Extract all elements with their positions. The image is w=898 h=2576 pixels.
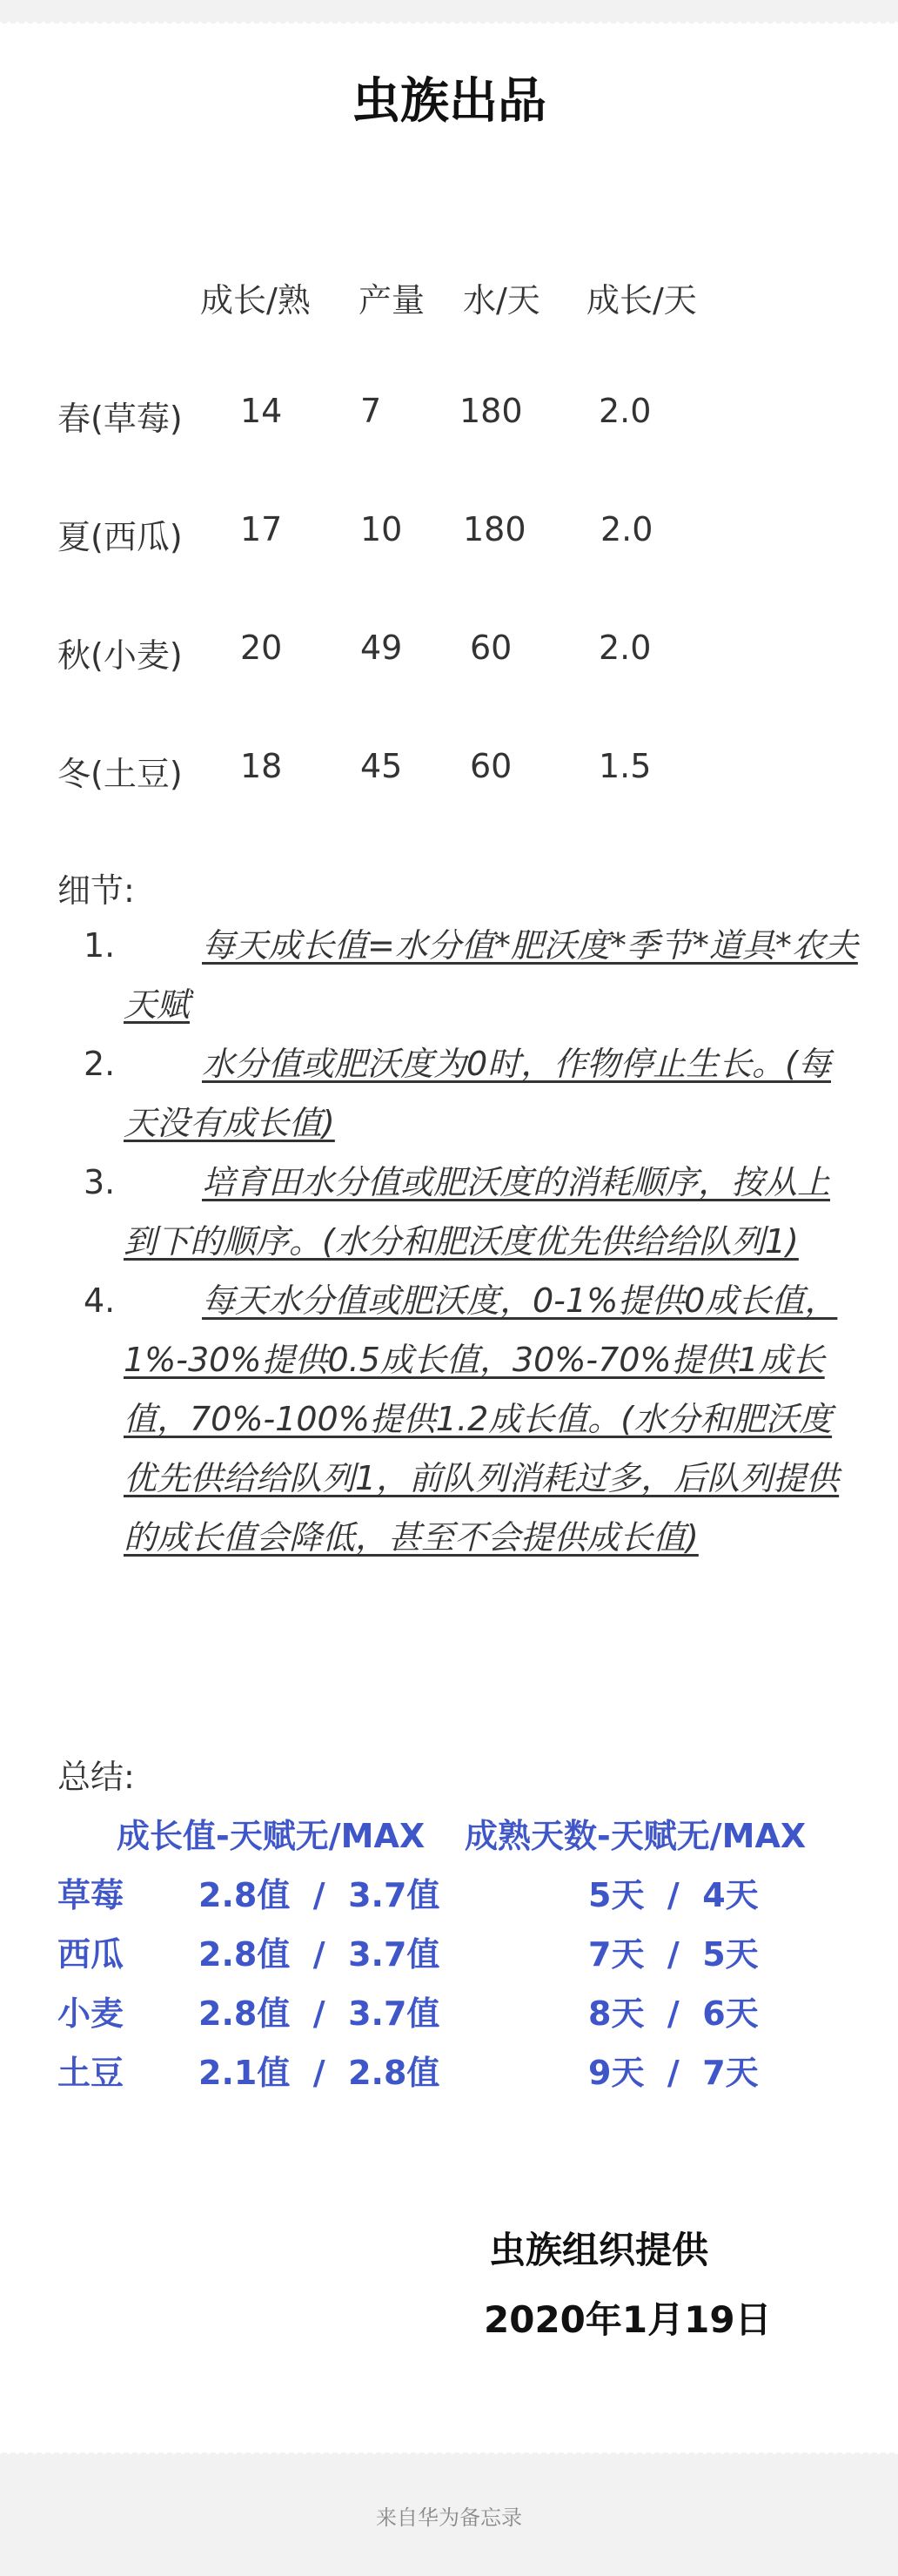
details-list bbox=[57, 916, 858, 1567]
table-cell-growth: 17 bbox=[240, 510, 283, 548]
torn-edge-top bbox=[0, 19, 898, 28]
item-number: 4. bbox=[84, 1281, 116, 1320]
summary-growth: 2.1值 / 2.8值 bbox=[198, 2054, 440, 2092]
table-cell-water: 180 bbox=[459, 392, 523, 430]
summary-growth: 2.8值 / 3.7值 bbox=[198, 1935, 440, 1974]
summary-header-days: 成熟天数-天赋无/MAX bbox=[465, 1817, 807, 1855]
table-row-name: 春(草莓) bbox=[57, 400, 183, 438]
item-text: 水分值或肥沃度为0时，作物停止生长。(每天没有成长值) bbox=[124, 1045, 832, 1142]
table-cell-growth: 18 bbox=[240, 747, 283, 785]
summary-growth: 2.8值 / 3.7值 bbox=[198, 1994, 440, 2033]
summary-days: 5天 / 4天 bbox=[588, 1876, 759, 1914]
col-header-rate: 成长/天 bbox=[586, 281, 697, 319]
footer-source: 来自华为备忘录 bbox=[376, 2505, 522, 2530]
item-number: 1. bbox=[84, 926, 116, 965]
table-cell-yield: 45 bbox=[360, 747, 403, 785]
details-label: 细节: bbox=[57, 871, 135, 910]
table-cell-water: 60 bbox=[470, 629, 513, 667]
page-title: 虫族出品 bbox=[352, 73, 546, 130]
col-header-water: 水/天 bbox=[463, 281, 540, 319]
summary-days: 8天 / 6天 bbox=[588, 1994, 759, 2033]
summary-days: 9天 / 7天 bbox=[588, 2054, 759, 2092]
table-cell-water: 60 bbox=[470, 747, 513, 785]
top-frame bbox=[0, 0, 898, 21]
summary-crop: 西瓜 bbox=[57, 1935, 124, 1974]
summary-crop: 小麦 bbox=[57, 1994, 124, 2033]
summary-header-growth: 成长值-天赋无/MAX bbox=[117, 1817, 426, 1855]
item-text: 每天水分值或肥沃度，0-1%提供0成长值，1%-30%提供0.5成长值，30%-70%提供1成长值，70%-100%提供1.2成长值。(水分和肥沃度优先供给给队列1，前队列消耗过多，后队列提供的成长值会降低，甚至不会提供成长值) bbox=[124, 1281, 840, 1557]
signature-date: 2020年1月19日 bbox=[484, 2298, 772, 2341]
summary-growth: 2.8值 / 3.7值 bbox=[198, 1876, 440, 1914]
signature-org: 虫族组织提供 bbox=[489, 2229, 709, 2271]
list-item bbox=[57, 1153, 858, 1271]
table-row-name: 秋(小麦) bbox=[57, 636, 183, 675]
table-cell-rate: 2.0 bbox=[599, 629, 652, 667]
item-number: 2. bbox=[84, 1045, 116, 1083]
summary-label: 总结: bbox=[57, 1758, 135, 1796]
summary-crop: 草莓 bbox=[57, 1876, 124, 1914]
list-item bbox=[57, 916, 858, 1034]
table-cell-growth: 20 bbox=[240, 629, 283, 667]
table-cell-rate: 1.5 bbox=[599, 747, 652, 785]
table-cell-growth: 14 bbox=[240, 392, 283, 430]
list-item bbox=[57, 1034, 858, 1153]
item-number: 3. bbox=[84, 1163, 116, 1201]
col-header-growth: 成长/熟 bbox=[200, 281, 311, 319]
table-cell-rate: 2.0 bbox=[599, 392, 652, 430]
table-cell-yield: 7 bbox=[360, 392, 382, 430]
torn-edge-bottom bbox=[0, 2448, 898, 2457]
table-row-name: 冬(土豆) bbox=[57, 755, 183, 793]
table-row-name: 夏(西瓜) bbox=[57, 518, 183, 556]
summary-days: 7天 / 5天 bbox=[588, 1935, 759, 1974]
table-cell-yield: 10 bbox=[360, 510, 403, 548]
table-cell-rate: 2.0 bbox=[600, 510, 653, 548]
item-text: 培育田水分值或肥沃度的消耗顺序，按从上到下的顺序。(水分和肥沃度优先供给给队列1) bbox=[124, 1163, 831, 1261]
table-cell-water: 180 bbox=[463, 510, 526, 548]
item-text: 每天成长值=水分值*肥沃度*季节*道具*农夫天赋 bbox=[124, 926, 858, 1024]
list-item bbox=[57, 1271, 858, 1567]
col-header-yield: 产量 bbox=[359, 281, 426, 319]
summary-crop: 土豆 bbox=[57, 2054, 124, 2092]
table-cell-yield: 49 bbox=[360, 629, 403, 667]
